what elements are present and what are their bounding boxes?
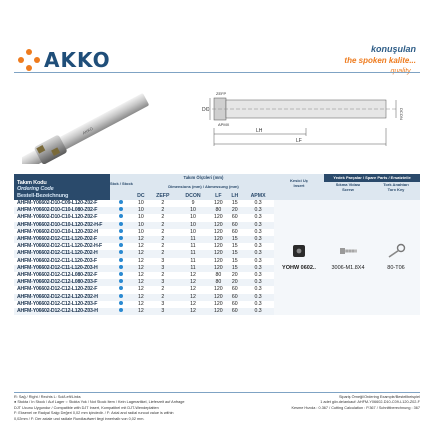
in-stock-dot-icon [119,279,123,283]
in-stock-dot-icon [119,301,123,305]
in-stock-dot-icon [119,258,123,262]
stock-indicator [110,308,133,315]
product-photo [22,84,172,164]
stock-indicator [110,279,133,286]
title-en: Ordering Code [17,186,54,193]
cell-lf: 120 [209,265,227,272]
col-key-img [372,192,420,200]
product-code: AHFM-Y06602-D10-C10-L080-Z02-F [14,207,110,214]
cell-apmx: 0.3 [242,279,274,286]
cell-lh: 60 [231,286,238,293]
cell-lf: 120 [214,214,223,221]
in-stock-dot-icon [119,265,123,269]
in-stock-dot-icon [119,243,123,247]
cell-apmx: 0.3 [242,250,274,257]
col-lh: LH [228,192,243,200]
insert-en: Insert [293,183,305,189]
cell-dcon: 9 [191,200,195,206]
technical-drawing [196,88,416,158]
cell-apmx: 0.3 [254,257,262,264]
cell-zefp: 2 [161,243,165,250]
screw-cell [324,200,372,315]
stock-indicator [110,243,133,250]
product-table [14,174,420,315]
header-stock: Stok / Stock [110,174,133,192]
cell-apmx: 0.3 [254,272,262,279]
cell-dcon: 12 [177,279,209,286]
cell-lh: 60 [228,294,243,301]
slogan-line-2: the spoken kalite... [344,56,416,65]
logo-mark-icon [18,49,40,71]
stock-indicator [110,301,133,308]
product-code: AHFM-Y06602-D12-C11-L120-Z02-F [14,236,110,243]
stock-indicator [110,214,133,221]
screw-icon [337,243,359,259]
cell-zefp: 3 [161,300,165,307]
note-line: Kesme Hızıda : 0.367 / Cutting Calculation : P.367 / Schnittberechnung : 367 [291,405,420,410]
cell-lh: 60 [228,222,243,229]
stock-indicator [110,207,133,214]
cell-lf: 120 [214,228,223,235]
cell-lf: 120 [214,200,223,206]
label-zefp: ZEFP [216,91,227,96]
cell-dc: 12 [133,265,149,272]
col-dcon: DCON [177,192,209,200]
label-dc: DC [202,107,210,113]
cell-dcon: 11 [177,250,209,257]
dims-de: Abmessung (mm) [204,184,239,190]
key-cell-label: 80-T06 [387,265,405,272]
note-line: F: Eksenel ve Radyal Salgı Değeri 0,02 mm içindedir. / F: Axial and radial runout value is within [14,411,174,416]
cell-dcon: 10 [190,214,196,221]
cell-apmx: 0.3 [242,294,274,301]
key-cell [372,200,420,315]
cell-zefp: 2 [149,236,177,243]
in-stock-dot-icon [119,200,123,204]
header-dimensions-sub: Dimensions (mm) / Abmessung (mm) [133,182,274,193]
cell-apmx: 0.3 [242,207,274,214]
cell-dcon: 11 [177,236,209,243]
cell-zefp: 2 [161,228,165,235]
col-dc: DC [133,192,149,200]
cell-lf: 120 [209,294,227,301]
header-ordering-code [14,174,110,200]
cell-dcon: 10 [177,207,209,214]
in-stock-dot-icon [119,214,123,218]
product-code: AHFM-Y06602-D12-C11-L120-Z03-H [14,265,110,272]
key-tr: Tork Anahtarı [383,181,409,187]
in-stock-dot-icon [119,294,123,298]
note-line: 1 adet göv.de/ankauf: AHFM-Y06602-D10-C09-L120-Z02-F [320,400,420,405]
stock-indicator [110,222,133,229]
cell-zefp: 2 [161,286,165,293]
product-code: AHFM-Y06602-D12-C12-L120-Z02-F [17,286,98,293]
stock-indicator [110,258,133,265]
cell-dc: 12 [137,257,144,264]
cell-dc: 12 [133,279,149,286]
cell-dc: 12 [137,272,144,279]
cell-dc: 10 [137,200,144,206]
stock-indicator [110,236,133,243]
cell-lh: 60 [231,214,238,221]
header-dimensions [133,174,274,182]
header-key [372,182,420,193]
cell-lf: 120 [214,300,223,307]
stock-indicator [110,265,133,272]
cell-lh: 20 [228,279,243,286]
label-dcon: DCON [399,108,404,120]
svg-text:AKKO: AKKO [81,125,94,136]
cell-lh: 15 [231,257,238,264]
cell-apmx: 0.3 [254,200,262,206]
cell-zefp: 3 [149,279,177,286]
akko-logo [18,48,111,72]
cell-dc: 10 [137,228,144,235]
cell-lh: 60 [231,228,238,235]
cell-dcon: 12 [190,300,196,307]
cell-apmx: 0.3 [242,236,274,243]
cell-lh: 15 [228,236,243,243]
label-lf: LF [296,138,302,144]
stock-indicator [110,272,133,279]
product-code: AHFM-Y06602-D12-C12-L080-Z03-F [14,279,110,286]
product-code: AHFM-Y06602-D12-C12-L080-Z02-F [17,272,98,279]
dims-tr: Takım Ölçüleri (mm) [183,174,224,180]
in-stock-dot-icon [119,236,123,240]
cell-dc: 12 [133,250,149,257]
title-tr: Takım Kodu [17,180,47,186]
cell-lf: 120 [209,308,227,315]
insert-icon [288,243,310,259]
cell-dc: 12 [133,236,149,243]
cell-zefp: 3 [149,265,177,272]
cell-dc: 10 [133,222,149,229]
product-code: AHFM-Y06602-D12-C12-L120-Z03-F [17,300,98,307]
product-code: AHFM-Y06602-D12-C12-L120-Z03-H [14,308,110,315]
cell-apmx: 0.3 [254,214,262,221]
cell-lf: 80 [209,279,227,286]
cell-lf: 120 [209,250,227,257]
cell-lf: 120 [214,243,223,250]
in-stock-dot-icon [119,222,123,226]
product-code: AHFM-Y06602-D12-C12-L120-Z02-H [14,294,110,301]
brand-name: AKKO [44,48,111,72]
product-code: AHFM-Y06602-D12-C11-L120-Z02-H [14,250,110,257]
cell-lf: 120 [214,257,223,264]
col-lf: LF [209,192,227,200]
product-code: AHFM-Y06602-D10-C10-L120-Z02-F [17,214,98,221]
cell-zefp: 2 [161,272,165,279]
cell-dcon: 10 [190,228,196,235]
cell-zefp: 2 [149,207,177,214]
stock-indicator [110,286,133,293]
cell-zefp: 2 [149,294,177,301]
cell-dcon: 11 [190,243,196,250]
notes-left [14,395,214,422]
header-divider [14,72,420,73]
col-screw-img [324,192,372,200]
title-de: Bestell-Bezeichnung [17,192,69,199]
cell-dcon: 12 [190,286,196,293]
note-line: ● Stokta / In Stock / Auf Lager ○ Stokta Yok / Not Stock Item / Kein Lagerartikel, Lieferzeit auf Anfrage [14,400,185,405]
cell-lf: 120 [214,286,223,293]
cell-zefp: 2 [161,214,165,221]
cell-lf: 120 [209,236,227,243]
cell-apmx: 0.3 [254,286,262,293]
cell-lh: 15 [231,243,238,250]
header-screw [324,182,372,193]
cell-apmx: 0.3 [254,300,262,307]
cell-lh: 20 [231,272,238,279]
stock-indicator [110,229,133,236]
cell-apmx: 0.3 [242,308,274,315]
cell-dcon: 12 [177,294,209,301]
dims-en: Dimensions (mm) [168,184,202,190]
cell-apmx: 0.3 [254,228,262,235]
cell-lh: 60 [228,308,243,315]
cell-lh: 20 [228,207,243,214]
cell-zefp: 3 [161,257,165,264]
torx-key-icon [385,243,407,259]
cell-zefp: 3 [149,308,177,315]
stock-indicator [110,250,133,257]
cell-dc: 12 [137,286,144,293]
in-stock-dot-icon [119,207,123,211]
cell-dc: 12 [137,300,144,307]
in-stock-dot-icon [119,272,123,276]
cell-lh: 15 [228,265,243,272]
cell-zefp: 2 [149,250,177,257]
slogan-line-1: konuşulan [370,44,416,54]
table-row [14,200,420,207]
key-en: Torx Key [387,186,405,192]
col-stock-empty [110,192,133,200]
cell-lf: 80 [209,207,227,214]
product-code: AHFM-Y06602-D10-C10-L120-Z02-H-F [14,222,110,229]
note-line: Sipariş Örneği/Ordering Example/Bestellbeispiel [338,395,420,399]
label-apmx: APMX [218,122,230,127]
cell-dc: 10 [137,214,144,221]
cell-dc: 10 [133,207,149,214]
cell-dcon: 11 [190,257,196,264]
stock-indicator [110,294,133,301]
insert-cell [274,200,324,315]
cell-lh: 15 [228,250,243,257]
footer-divider [14,392,420,393]
col-zefp: ZEFP [149,192,177,200]
product-code: AHFM-Y06602-D12-C11-L120-Z03-F [17,257,97,264]
product-code: AHFM-Y06602-D10-C10-L120-Z02-H [17,228,98,235]
screw-tr: Sıkma Vidası [335,181,361,187]
in-stock-dot-icon [119,250,123,254]
cell-zefp: 2 [149,222,177,229]
cell-dc: 12 [133,294,149,301]
cell-lf: 120 [209,222,227,229]
header-spare: Yedek Parçalar / Spare Parts / Ersatzteile [324,174,420,182]
note-line: R: Sağ / Right / Rechts L: Sol/Left/Links [14,395,81,399]
screw-en: Screw [342,186,354,192]
cell-lh: 15 [231,200,238,206]
notes-right [220,395,420,411]
cell-dcon: 10 [177,222,209,229]
product-code: AHFM-Y06602-D12-C11-L120-Z02-H-F [17,243,102,250]
insert-tr: Kesici Uç [289,178,308,184]
cell-lh: 60 [231,300,238,307]
cell-apmx: 0.3 [254,243,262,250]
cell-apmx: 0.3 [242,222,274,229]
note-line: DJT Ucunu Uygundur / Compatible with DJT Insert, Kompatibel mit DJT-Wendeplatten [14,405,159,410]
screw-cell-label: 3006-M1.8X4 [331,265,365,272]
cell-lf: 80 [215,272,222,279]
note-line: 0,02mm / F: Der axiale und radiale Rundlaufwert liegt innerhalb von 0,02 mm. [14,416,145,421]
insert-cell-label: YOHW 0602.. [282,265,316,272]
col-apmx: APMX [242,192,274,200]
in-stock-dot-icon [119,286,123,290]
in-stock-dot-icon [119,229,123,233]
product-code: AHFM-Y06602-D10-C09-L120-Z02-F [17,200,98,206]
col-insert-img [274,192,324,200]
cell-dcon: 11 [177,265,209,272]
stock-indicator [110,200,133,207]
cell-apmx: 0.3 [242,265,274,272]
in-stock-dot-icon [119,308,123,312]
cell-dc: 12 [133,308,149,315]
cell-dc: 12 [137,243,144,250]
label-lh: LH [256,128,263,134]
cell-dcon: 12 [177,308,209,315]
cell-dcon: 12 [190,272,196,279]
header-insert [274,174,324,192]
cell-zefp: 2 [161,200,165,206]
